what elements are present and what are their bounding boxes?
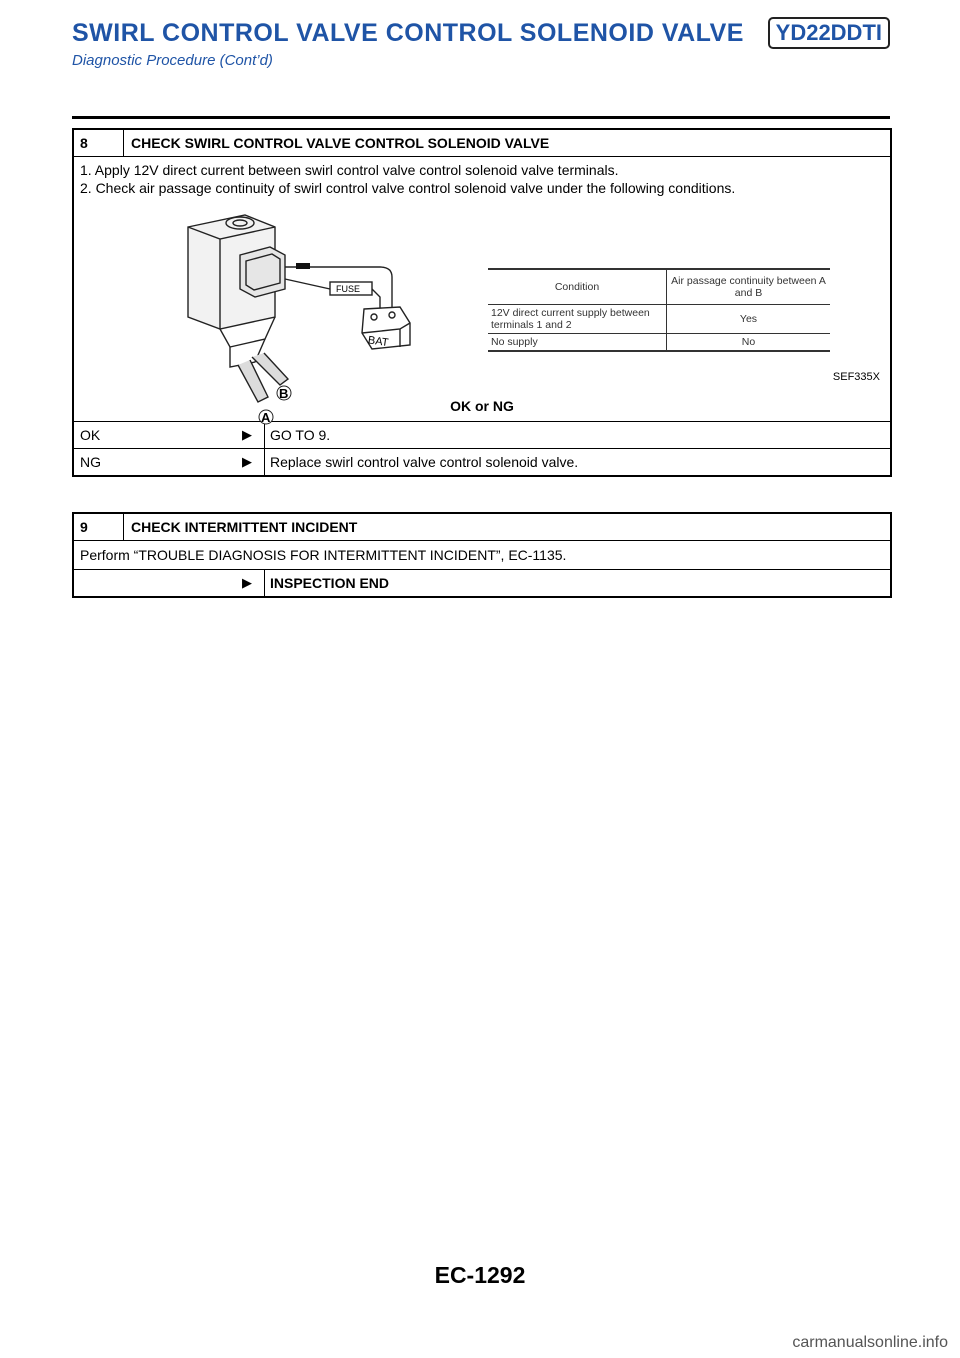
title-row: [72, 14, 890, 52]
result-label-text: OK: [80, 427, 101, 443]
continuity-header: Air passage continuity between A and B: [667, 269, 831, 305]
condition-row: [488, 334, 830, 352]
port-b-label: B: [279, 386, 289, 401]
page-subtitle: Diagnostic Procedure (Cont’d): [72, 52, 273, 69]
result-row-end: [74, 570, 890, 596]
step-9-header: [74, 514, 890, 541]
step-9-box: [72, 512, 892, 598]
condition-header: Condition: [488, 269, 667, 305]
step-8-header: [74, 130, 890, 157]
page-title: SWIRL CONTROL VALVE CONTROL SOLENOID VALVE: [72, 18, 744, 47]
step-title: CHECK INTERMITTENT INCIDENT: [131, 519, 358, 535]
result-action: Replace swirl control valve control solenoid valve.: [264, 449, 578, 475]
step-8-content: [74, 157, 890, 425]
model-badge: YD22DDTI: [768, 17, 890, 49]
fuse-label: FUSE: [336, 284, 361, 294]
figure-sef335x: [80, 197, 884, 427]
step-number: 8: [74, 130, 124, 156]
step-9-content: [74, 541, 890, 570]
result-label: [74, 449, 264, 475]
arrow-right-icon: ▶: [242, 575, 252, 590]
battery-label: BAT: [367, 334, 390, 350]
arrow-right-icon: ▶: [242, 427, 252, 442]
result-label-text: NG: [80, 454, 101, 470]
step-8-box: [72, 128, 892, 477]
continuity-cell: No: [667, 334, 831, 352]
instruction-1: 1. Apply 12V direct current between swirl control valve control solenoid valve terminals.: [80, 162, 619, 178]
page-header: [72, 14, 890, 69]
condition-cell: 12V direct current supply between terminals 1 and 2: [488, 305, 667, 334]
decision-label: OK or NG: [450, 398, 514, 414]
arrow-right-icon: ▶: [242, 454, 252, 469]
port-a-label: A: [261, 410, 271, 425]
result-label: [74, 570, 264, 596]
condition-table-header: [488, 269, 830, 305]
solenoid-valve-diagram: [80, 197, 420, 427]
step-number: 9: [74, 514, 124, 540]
continuity-cell: Yes: [667, 305, 831, 334]
instruction-2: 2. Check air passage continuity of swirl control valve control solenoid valve under the following conditions.: [80, 180, 736, 196]
result-row-ng: [74, 449, 890, 475]
header-divider: [72, 116, 890, 119]
page-number: EC-1292: [434, 1262, 526, 1288]
instruction: Perform “TROUBLE DIAGNOSIS FOR INTERMITTENT INCIDENT”, EC-1135.: [80, 547, 567, 563]
result-action: INSPECTION END: [264, 570, 389, 596]
condition-row: [488, 305, 830, 334]
step-title: CHECK SWIRL CONTROL VALVE CONTROL SOLENOID VALVE: [131, 135, 550, 151]
result-action: GO TO 9.: [264, 422, 330, 448]
condition-table: [488, 268, 830, 352]
watermark: carmanualsonline.info: [792, 1334, 948, 1351]
condition-cell: No supply: [488, 334, 667, 352]
figure-code: SEF335X: [832, 371, 880, 383]
